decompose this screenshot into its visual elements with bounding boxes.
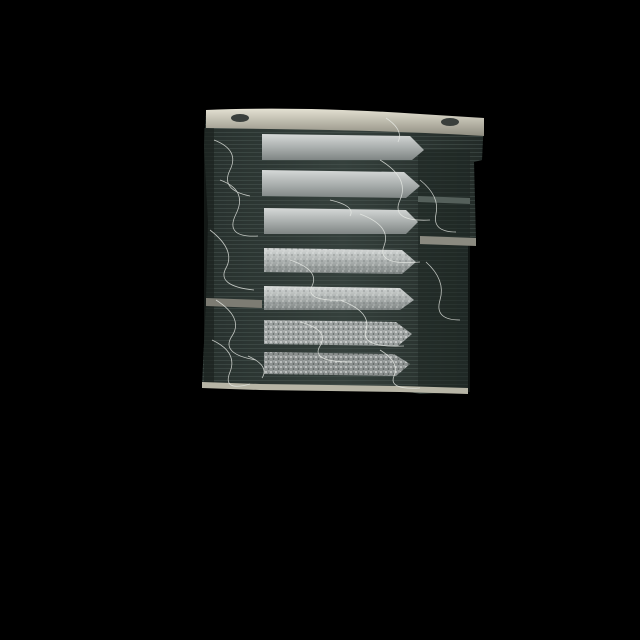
slot-5	[264, 286, 414, 310]
slot-2	[262, 170, 420, 198]
slot-3	[264, 208, 418, 234]
slot-6	[264, 320, 412, 346]
